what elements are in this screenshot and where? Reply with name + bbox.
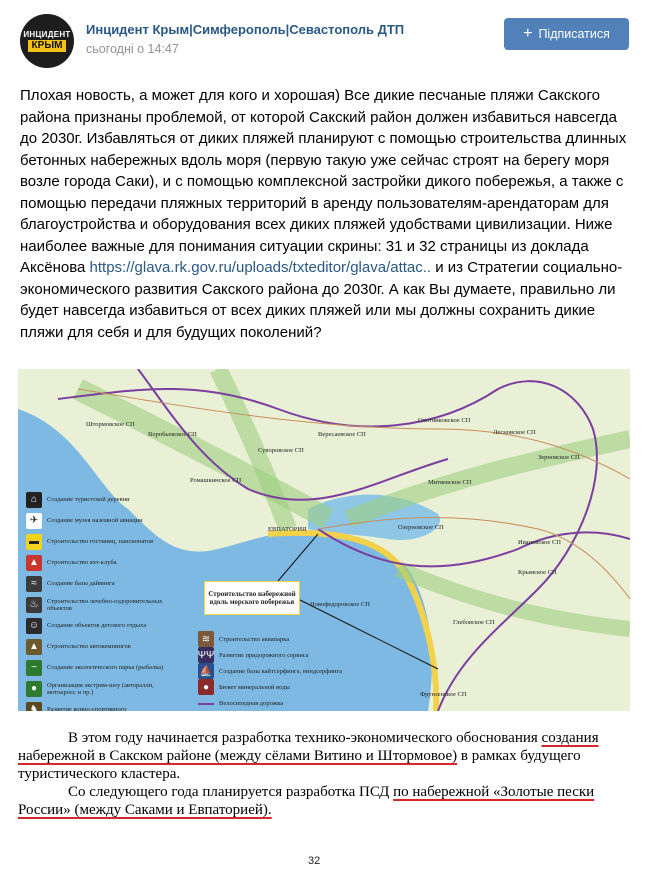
subscribe-label: Підписатися (538, 27, 610, 41)
aqua-icon: ≋ (198, 631, 214, 647)
legend-item: ▲ Строительство автокемпингов (26, 636, 176, 657)
label-mityaevo: Митяевское СП (428, 479, 472, 486)
label-okhotnikovo: Охотниковское СП (418, 417, 471, 424)
label-veresaevo: Вересаевское СП (318, 431, 366, 438)
legend-item: ΨΨ Развитие придорожного сервиса (198, 647, 408, 663)
label-romashkino: Ромашкинское СП (190, 477, 242, 484)
kite-icon: ⛵ (198, 663, 214, 679)
bike-icon (198, 702, 214, 705)
legend-item: ● Организация экстрим-шоу (авторалли, мотокросс и пр.) (26, 678, 176, 699)
post-header (0, 0, 648, 70)
document-text (18, 729, 630, 819)
label-vorobyovo: Воробьевское СП (148, 431, 197, 438)
post-link[interactable]: https://glava.rk.gov.ru/uploads/txteditor/glava/attac.. (89, 259, 432, 276)
doc-p2-start: Со следующего года планируется разработка ПСД (68, 784, 394, 800)
plus-icon: + (523, 25, 533, 42)
page-number: 32 (308, 855, 321, 867)
label-ivanovka: Ивановское СП (518, 539, 561, 546)
legend-left (26, 489, 176, 711)
label-evpatoria: ЕВПАТОРИЯ (268, 526, 307, 533)
water-icon: ● (198, 679, 214, 695)
doc-p1-start: В этом году начинается разработка технико-экономического обоснования (68, 730, 542, 746)
tent-icon: ▲ (26, 639, 42, 655)
legend-item: ▬ Строительство гостиниц, пансионатов (26, 531, 176, 552)
legend-item: ≈ Создание базы дайвинга (26, 573, 176, 594)
tourism-map (18, 369, 630, 711)
health-icon: ♨ (26, 597, 42, 613)
fish-icon: ~ (26, 660, 42, 676)
service-icon: ΨΨ (198, 647, 214, 663)
legend-item: ⌂ Создание туристской деревни (26, 489, 176, 510)
attached-image[interactable] (18, 369, 630, 881)
green-corridor-4 (398, 569, 630, 629)
label-glebovka: Глебовское СП (453, 619, 495, 626)
legend-item: ● Бювет минеральной воды (198, 679, 408, 695)
document-paragraph-2 (18, 783, 630, 819)
legend-right (198, 631, 408, 711)
post-text (20, 85, 628, 343)
doc-p1-underlined: создания набережной в Сакском районе (между сёлами Витино и Штормовое) (18, 730, 599, 764)
moto-icon: ● (26, 681, 42, 697)
avatar-text-line1: ИНЦИДЕНТ (23, 30, 71, 39)
house-icon: ⌂ (26, 492, 42, 508)
legend-item: ♞ Развитие конно-спортивного (26, 699, 176, 711)
subscribe-button[interactable] (504, 18, 629, 50)
diver-icon: ≈ (26, 576, 42, 592)
group-avatar[interactable] (20, 14, 74, 68)
label-suvorovo: Суворовское СП (258, 447, 304, 454)
document-paragraph-1 (18, 729, 630, 783)
legend-item: ✈ Создание музея наземной авиации (26, 510, 176, 531)
label-novofedorovka: Новофедоровское СП (310, 601, 370, 608)
avatar-text-line2: КРЫМ (28, 40, 67, 52)
legend-item: ♨ Строительство лечебно-оздоровительных объектов (26, 594, 176, 615)
doc-p2-underlined: по набережной «Золотые пески России» (между Саками и Евпаторией). (18, 784, 595, 818)
group-name-link[interactable]: Инцидент Крым|Симферополь|Севастополь ДТП (86, 22, 405, 37)
post-timestamp[interactable]: сьогодні о 14:47 (86, 42, 179, 56)
horse-icon: ♞ (26, 702, 42, 712)
doc-p1-end: в рамках будущего туристического кластера. (18, 748, 581, 782)
legend-item: ~ Создание экологического парка (рыбалка) (26, 657, 176, 678)
label-krymskoe: Крымское СП (518, 569, 557, 576)
label-zernovo: Зерновское СП (538, 454, 580, 461)
sail-icon: ▲ (26, 555, 42, 571)
legend-item: ☺ Создание объектов детского отдыха (26, 615, 176, 636)
legend-item: ⛵ Создание базы кайтсерфинга, виндсерфинга (198, 663, 408, 679)
label-shtormovoe: Штормовское СП (86, 421, 135, 428)
post-text-part2: и из Стратегии социально-экономического развития Сакского района до 2030г. А как Вы думаете, правильно ли будет навсегда избавиться от всех диких пляжей или мы должны сохранить дикие пляжи для себя и для будущих поколений? (20, 259, 623, 341)
bed-icon: ▬ (26, 534, 42, 550)
legend-item: Велосипедная дорожка (198, 695, 408, 711)
label-frunze: Фрунзенское СП (420, 691, 467, 698)
label-ozerovka: Озерновское СП (398, 524, 444, 531)
sea-embankment-box: Строительство набережной вдоль морского побережья (204, 581, 300, 615)
plane-icon: ✈ (26, 513, 42, 529)
legend-item: ▲ Строительство яхт-клуба (26, 552, 176, 573)
label-lesnovka: Лесновское СП (493, 429, 536, 436)
post-text-part1: Плохая новость, а может для кого и хорошая) Все дикие песчаные пляжи Сакского района признаны проблемой, от которой Сакский район должен избавиться навсегда до 2030г. Избавляться от диких пляжей планируют с помощью строительства длинных бетонных набережных вдоль моря (первую такую уже сейчас строят на берегу моря возле города Саки), и с помощью комплексной застройки дикого побережья, а также с помощью передачи пляжных территорий в аренду пользователям-арендаторам для благоустройства и оборудования всех диких пляжей удобствами цивилизации. Ниже наиболее важные для понимания ситуации скрины: 31 и 32 страницы из доклада Аксёнова (20, 87, 627, 276)
child-icon: ☺ (26, 618, 42, 634)
legend-item: ≋ Строительство аквапарка (198, 631, 408, 647)
